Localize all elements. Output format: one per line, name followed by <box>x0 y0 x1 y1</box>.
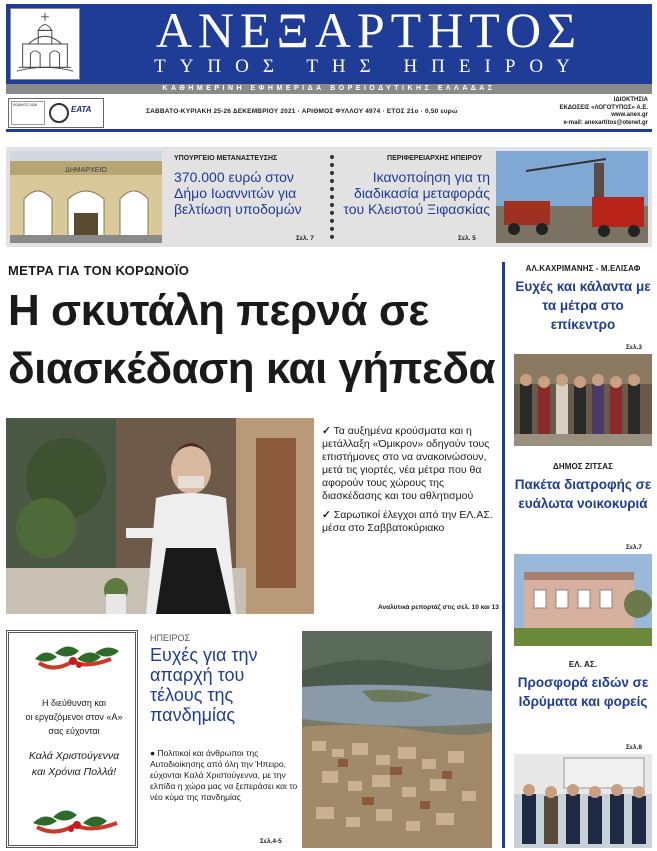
card-greeting-1: Καλά Χριστούγεννα <box>28 750 120 762</box>
teaser-1-title[interactable]: 370.000 ευρώ στον Δήμο Ιωαννιτών για βελτίωση υποδομών <box>174 169 302 217</box>
publisher-logos <box>8 98 104 128</box>
headline-line-2: διασκέδαση και γήπεδα <box>8 344 496 393</box>
teaser-2-title[interactable]: Ικανοποίηση για τη διαδικασία μεταφοράς του Κλειστού Ξιφασκίας <box>343 169 490 217</box>
eata-logo: ΕΑΤΑ <box>71 105 92 114</box>
teaser-divider <box>330 155 334 239</box>
right-story-1-kicker: ΑΛ.ΚΑΧΡΙΜΑΝΗΣ - Μ.ΕΛΙΣΑΦ <box>525 264 641 273</box>
ownership-info <box>559 97 648 127</box>
epirus-title[interactable]: Ευχές για την απαρχή του τέλους της πανδημίας <box>150 645 258 725</box>
bullet-2-text: Σαρωτικοί έλεγχοι από την ΕΛ.ΑΣ. μέσα στο Σαββατοκύριακο <box>322 509 493 534</box>
right-story-3-kicker: ΕΛ. ΑΣ. <box>568 660 598 669</box>
town-hall-sign: ΔΗΜΑΡΧΕΙΟ <box>65 167 107 174</box>
epirus-page: Σελ.4-5 <box>260 838 282 845</box>
issue-info-bar <box>6 96 652 132</box>
website-link[interactable]: www.anex.gr <box>611 112 648 118</box>
issue-dateline: ΣΑΒΒΑΤΟ-ΚΥΡΙΑΚΗ 25-26 ΔΕΚΕΜΒΡΙΟΥ 2021 · ΑΡΙΘΜΟΣ ΦΥΛΛΟΥ 4974 · ΕΤΟΣ 21ο · 0,50 ευρώ <box>146 108 458 115</box>
right-column-rule <box>502 262 505 848</box>
right-story-3-page: Σελ.8 <box>626 744 643 751</box>
right-story-2[interactable] <box>512 462 654 513</box>
check-icon: ✓ <box>322 509 331 521</box>
bullet-1 <box>322 425 494 503</box>
epirus-kicker: ΗΠΕΙΡΟΣ <box>150 633 191 643</box>
right-story-2-kicker: ΔΗΜΟΣ ΖΙΤΣΑΣ <box>552 462 613 471</box>
main-story-bullets <box>322 425 494 541</box>
town-hall-photo <box>10 151 162 243</box>
carol-singers-photo <box>514 354 652 446</box>
right-story-1-page: Σελ.3 <box>626 344 643 351</box>
fencing-hall-crane-photo <box>496 151 648 243</box>
right-story-1[interactable] <box>512 264 654 334</box>
masthead <box>6 4 652 84</box>
right-story-2-title: Πακέτα διατροφής σε ευάλωτα νοικοκυριά <box>514 477 652 511</box>
ioannina-aerial-photo <box>302 631 492 848</box>
main-kicker: ΜΕΤΡΑ ΓΙΑ ΤΟΝ ΚΟΡΩΝΟΪΟ <box>8 263 190 278</box>
card-greeting-2: και Χρόνια Πολλά! <box>31 766 117 778</box>
lead-photo-masked-waitress <box>6 418 314 614</box>
newspaper-title: ΑΝΕΞΑΡΤΗΤΟΣ <box>155 2 583 58</box>
card-line-2: οι εργαζόμενοι στον «Α» <box>25 712 123 722</box>
main-headline[interactable] <box>8 282 498 398</box>
right-story-1-title: Ευχές και κάλαντα με τα μέτρα στο επίκεντρο <box>515 279 651 332</box>
card-line-1: Η διεύθυνση και <box>41 698 107 708</box>
card-line-3: σας εύχονται <box>48 726 100 736</box>
holly-icon <box>25 639 125 679</box>
teaser-1-kicker: ΥΠΟΥΡΓΕΙΟ ΜΕΤΑΝΑΣΤΕΥΣΗΣ <box>174 155 278 162</box>
teaser-1-page: Σελ. 7 <box>296 235 314 242</box>
check-icon: ✓ <box>322 425 331 437</box>
police-donation-photo <box>514 754 652 848</box>
newspaper-subtitle: ΤΥΠΟΣ ΤΗΣ ΗΠΕΙΡΟΥ <box>154 56 584 77</box>
bullet-2 <box>322 509 494 535</box>
headline-line-1: Η σκυτάλη περνά σε <box>8 286 429 335</box>
postal-logo <box>11 101 45 125</box>
association-logo-icon <box>49 103 69 123</box>
email-link[interactable]: e-mail: anexartitos@otenet.gr <box>563 119 648 126</box>
owner-label: ΙΔΙΟΚΤΗΣΙΑ <box>613 97 648 103</box>
epirus-text: ● Πολιτικοί και άνθρωποι της Αυτοδιοίκησης από όλη την Ήπειρο, εύχονται Καλά Χριστούγεννα, με την ελπίδα η χώρα μας να ξεπεράσει και το νέο κύμα της πανδημίας <box>150 748 298 802</box>
teaser-band <box>6 147 652 247</box>
right-story-3[interactable] <box>512 660 654 711</box>
teaser-2-kicker: ΠΕΡΙΦΕΡΕΙΑΡΧΗΣ ΗΠΕΙΡΟΥ <box>387 155 482 162</box>
owner-name: ΕΚΔΟΣΕΙΣ «ΛΟΓΟΤΥΠΟΣ» Α.Ε. <box>559 104 648 111</box>
church-crest-icon <box>10 8 80 80</box>
masthead-tagline: ΚΑΘΗΜΕΡΙΝΗ ΕΦΗΜΕΡΙΔΑ ΒΟΡΕΙΟΔΥΤΙΚΗΣ ΕΛΛΑΔΑΣ <box>6 84 652 94</box>
bullet-1-text: Τα αυξημένα κρούσματα και η μετάλλαξη «Όμικρον» οδηγούν τους επιστήμονες στο να ανακοινώσουν, μετά τις γιορτές, νέα μέτρα που θα αφορούν τους χώρους της διασκέδασης και του αθλητισμού <box>322 425 490 502</box>
teaser-2-page: Σελ. 5 <box>458 235 476 242</box>
christmas-greeting-card <box>6 630 138 848</box>
right-story-3-title: Προσφορά ειδών σε Ιδρύματα και φορείς <box>517 675 649 709</box>
zitsa-town-hall-photo <box>514 554 652 646</box>
right-story-2-page: Σελ.7 <box>626 544 643 551</box>
holly-icon <box>25 801 125 841</box>
postal-logo-text: ΚΩΔΙΚΟΣ 2436 <box>13 103 38 107</box>
reports-note[interactable]: Αναλυτικά ρεπορτάζ στις σελ. 10 και 13 <box>378 604 499 611</box>
